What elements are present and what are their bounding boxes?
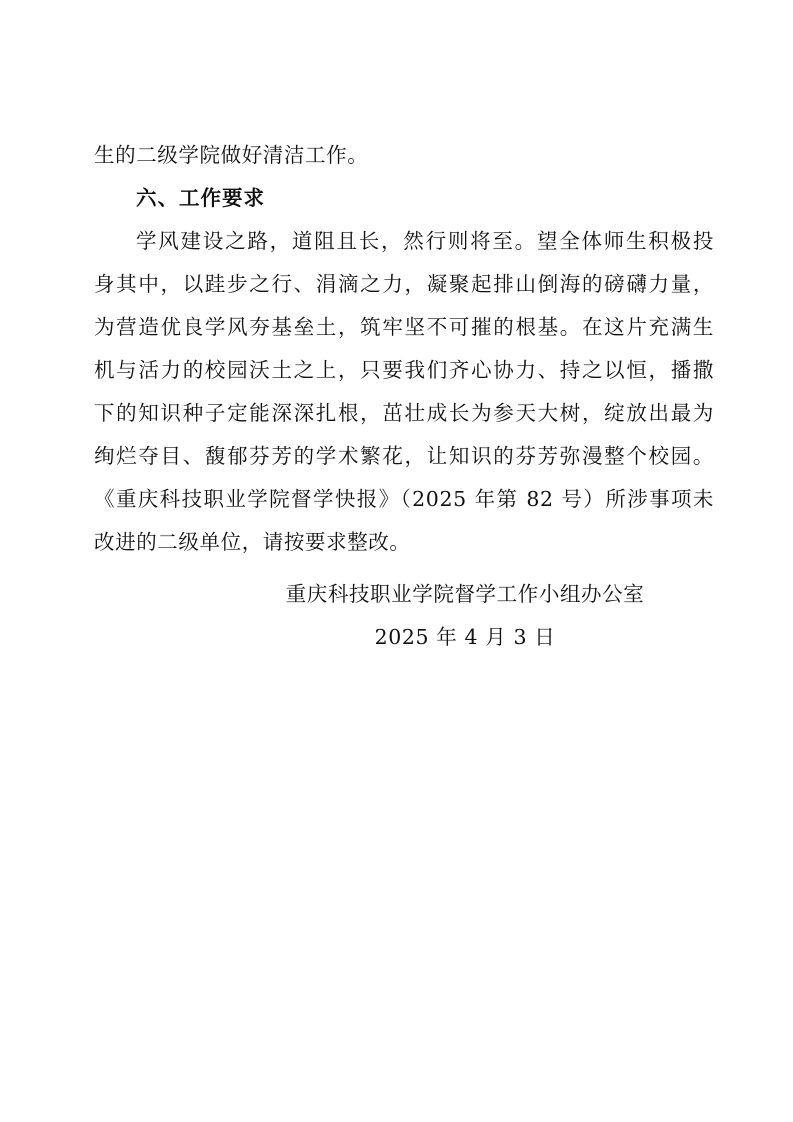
section-heading: 六、工作要求 — [136, 186, 265, 210]
paragraph-line: 下的知识种子定能深深扎根，茁壮成长为参天大树，绽放出最为 — [94, 401, 714, 425]
paragraph-line-last: 改进的二级单位，请按要求整改。 — [94, 530, 411, 554]
paragraph-line: 为营造优良学风夯基垒土，筑牢坚不可摧的根基。在这片充满生 — [94, 315, 714, 339]
signature-office: 重庆科技职业学院督学工作小组办公室 — [285, 582, 645, 606]
signature-date: 2025 年 4 月 3 日 — [374, 625, 556, 649]
paragraph-line-continuation: 生的二级学院做好清洁工作。 — [94, 143, 369, 167]
paragraph-line: 机与活力的校园沃土之上，只要我们齐心协力、持之以恒，播撒 — [94, 358, 714, 382]
paragraph-line: 学风建设之路，道阻且长，然行则将至。望全体师生积极投 — [136, 229, 714, 253]
paragraph-line: 《重庆科技职业学院督学快报》（2025 年第 82 号）所涉事项未 — [94, 487, 714, 511]
paragraph-line: 绚烂夺目、馥郁芬芳的学术繁花，让知识的芬芳弥漫整个校园。 — [94, 444, 714, 468]
paragraph-line: 身其中，以跬步之行、涓滴之力，凝聚起排山倒海的磅礴力量， — [94, 272, 714, 296]
